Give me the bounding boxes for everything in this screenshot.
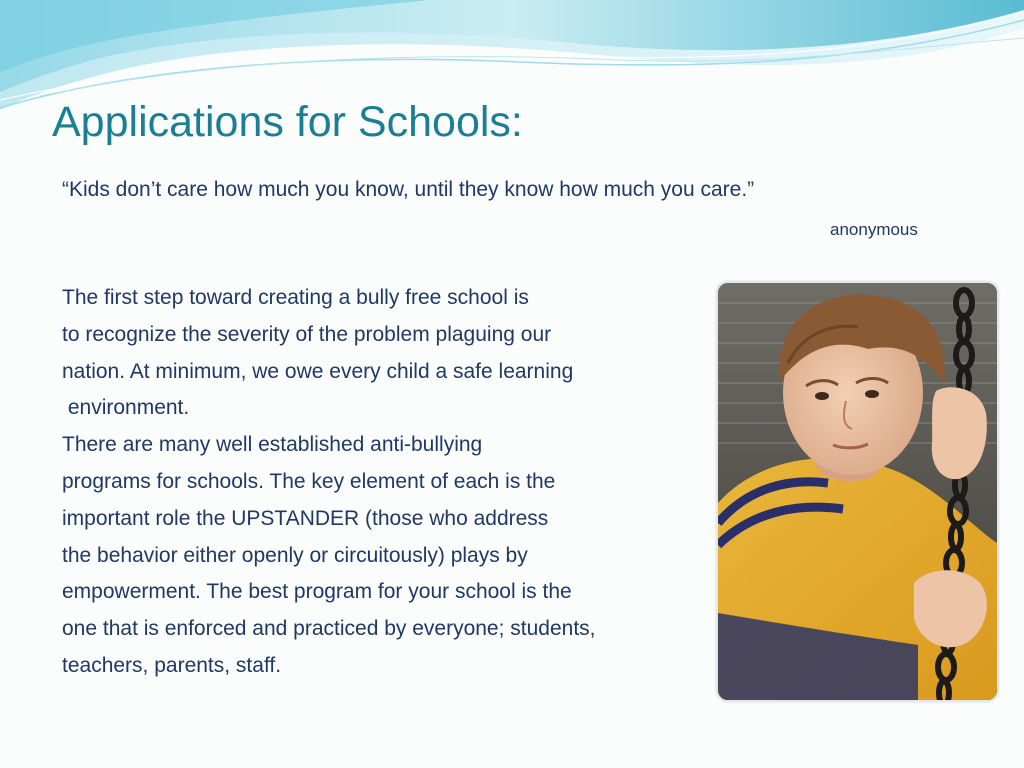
quote-text: “Kids don’t care how much you know, until they know how much you care.” [62, 178, 755, 201]
body-line: programs for schools. The key element of each is the [62, 469, 556, 493]
body-line: environment. [62, 396, 190, 420]
body-line: nation. At minimum, we owe every child a safe learning [62, 359, 574, 383]
body-line: teachers, parents, staff. [62, 653, 282, 677]
quote-attribution: anonymous [830, 220, 918, 239]
body-line: The first step toward creating a bully free school is [62, 286, 529, 309]
body-line: empowerment. The best program for your school is the [62, 580, 572, 604]
body-line: important role the UPSTANDER (those who address [62, 506, 549, 530]
body-line: to recognize the severity of the problem plaguing our [62, 322, 552, 346]
body-line: one that is enforced and practiced by everyone; students, [62, 617, 596, 641]
slide-title: Applications for Schools: [52, 98, 523, 146]
boy-holding-swing-chain-photo [716, 281, 999, 702]
body-paragraph [62, 280, 722, 685]
body-line: the behavior either openly or circuitously) plays by [62, 543, 528, 567]
body-line: There are many well established anti-bullying [62, 433, 483, 457]
